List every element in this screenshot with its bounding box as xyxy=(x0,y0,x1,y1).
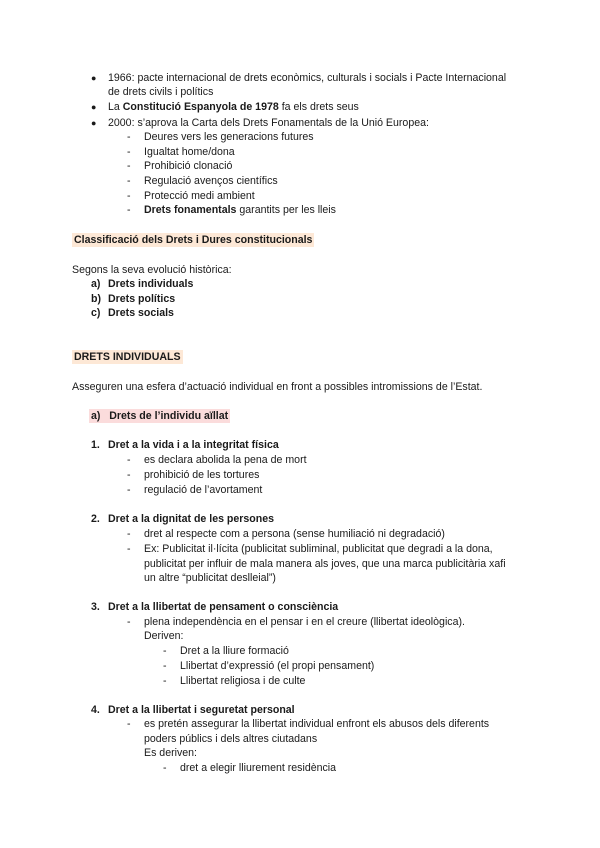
list-marker: 2. xyxy=(91,513,100,525)
carta-item: Prohibició clonació xyxy=(144,160,233,172)
dash-icon: - xyxy=(127,175,131,187)
right-item: regulació de l’avortament xyxy=(144,484,263,496)
bullet-icon: ● xyxy=(91,73,97,83)
dash-icon: - xyxy=(163,645,167,657)
classification-item: Drets individuals xyxy=(108,278,194,290)
dash-icon: - xyxy=(127,160,131,172)
bullet-constitucio: La Constitució Espanyola de 1978 fa els drets seus xyxy=(108,101,359,113)
sub-item: dret a elegir lliurement residència xyxy=(180,762,337,774)
right-item: es declara abolida la pena de mort xyxy=(144,454,307,466)
dash-icon: - xyxy=(127,528,131,540)
dash-icon: - xyxy=(127,146,131,158)
right-item: prohibició de les tortures xyxy=(144,469,260,481)
classification-heading: Classificació dels Drets i Dures constitucionals xyxy=(74,234,313,246)
dash-icon: - xyxy=(127,204,131,216)
right-item: dret al respecte com a persona (sense humiliació ni degradació) xyxy=(144,528,445,540)
bullet-icon: ● xyxy=(91,102,97,112)
right-title: Dret a la dignitat de les persones xyxy=(108,513,275,525)
bullet-icon: ● xyxy=(91,118,97,128)
individual-heading: DRETS INDIVIDUALS xyxy=(74,351,181,363)
classification-item: Drets socials xyxy=(108,307,174,319)
list-marker: b) xyxy=(91,293,101,305)
individual-intro: Asseguren una esfera d’actuació individual en front a possibles intromissions de l’Estat. xyxy=(72,381,483,393)
dash-icon: - xyxy=(127,616,131,628)
sub-item: Llibertat d’expressió (el propi pensament) xyxy=(180,660,375,672)
right-example-line1: Ex: Publicitat il·lícita (publicitat subliminal, publicitat que degradi a la dona, xyxy=(144,543,493,555)
carta-item-last: Drets fonamentals garantits per les lleis xyxy=(144,204,336,216)
list-marker: a) xyxy=(91,278,101,290)
classification-lead: Segons la seva evolució històrica: xyxy=(72,264,232,276)
list-marker: c) xyxy=(91,307,101,319)
dash-icon: - xyxy=(127,718,131,730)
right-title: Dret a la llibertat de pensament o consciència xyxy=(108,601,339,613)
dash-icon: - xyxy=(127,131,131,143)
individual-subheading: a) Drets de l’individu aïllat xyxy=(91,410,229,422)
bullet-carta: 2000: s’aprova la Carta dels Drets Fonamentals de la Unió Europea: xyxy=(108,117,429,129)
right-title: Dret a la vida i a la integritat física xyxy=(108,439,279,451)
right-item-line1: es pretén assegurar la llibertat individual enfront els abusos dels diferents xyxy=(144,718,490,730)
list-marker: 4. xyxy=(91,704,100,716)
carta-item: Deures vers les generacions futures xyxy=(144,131,314,143)
carta-item: Protecció medi ambient xyxy=(144,190,255,202)
dash-icon: - xyxy=(163,675,167,687)
dash-icon: - xyxy=(127,484,131,496)
right-example-line2: publicitat per influir de mala manera als joves, que una marca publicitària xafi xyxy=(144,558,506,570)
carta-item: Igualtat home/dona xyxy=(144,146,235,158)
dash-icon: - xyxy=(127,454,131,466)
bullet-1966-line2: de drets civils i polítics xyxy=(108,86,214,98)
right-item: plena independència en el pensar i en el creure (llibertat ideològica). xyxy=(144,616,465,628)
classification-item: Drets polítics xyxy=(108,293,176,305)
dash-icon: - xyxy=(127,469,131,481)
list-marker: 3. xyxy=(91,601,100,613)
dash-icon: - xyxy=(163,762,167,774)
right-example-line3: un altre “publicitat deslleial”) xyxy=(144,572,276,584)
right-item-line2: poders públics i dels altres ciutadans xyxy=(144,733,318,745)
dash-icon: - xyxy=(127,190,131,202)
dash-icon: - xyxy=(127,543,131,555)
derive-label: Deriven: xyxy=(144,630,184,642)
sub-item: Llibertat religiosa i de culte xyxy=(180,675,306,687)
list-marker: 1. xyxy=(91,439,100,451)
right-title: Dret a la llibertat i seguretat personal xyxy=(108,704,295,716)
bullet-1966-line1: 1966: pacte internacional de drets econòmics, culturals i socials i Pacte Internacional xyxy=(108,72,507,84)
derive-label: Es deriven: xyxy=(144,747,197,759)
sub-item: Dret a la lliure formació xyxy=(180,645,289,657)
carta-item: Regulació avenços científics xyxy=(144,175,278,187)
dash-icon: - xyxy=(163,660,167,672)
